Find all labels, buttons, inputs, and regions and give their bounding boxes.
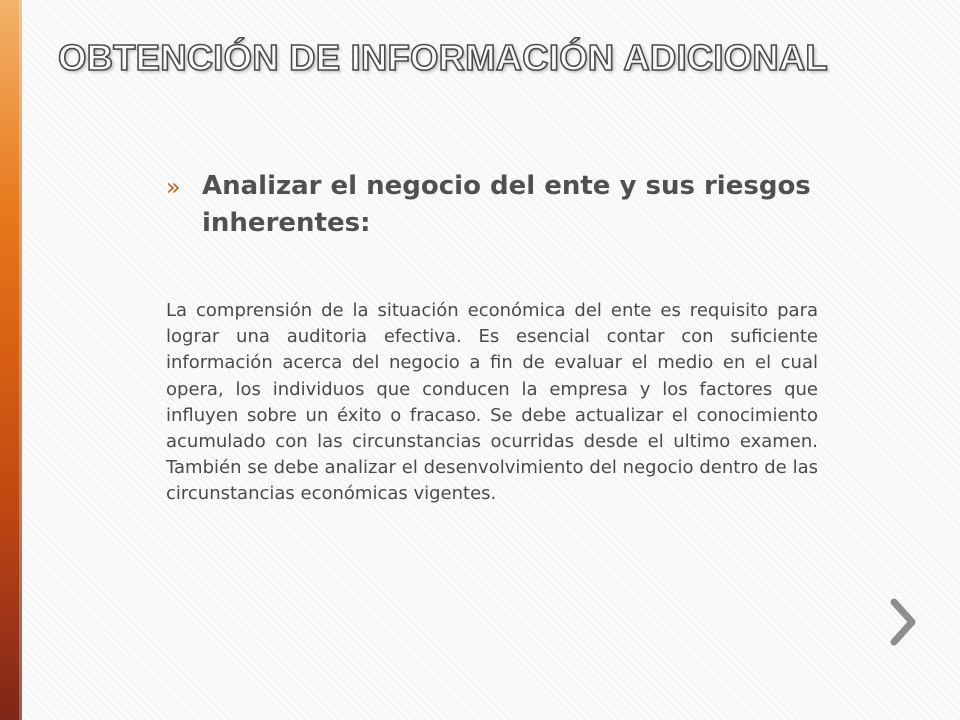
bullet-item xyxy=(166,168,826,242)
chevron-right-icon xyxy=(886,596,920,648)
next-slide-button[interactable] xyxy=(886,596,920,648)
bullet-marker-icon: » xyxy=(166,173,181,201)
slide-title: OBTENCIÓN DE INFORMACIÓN ADICIONAL xyxy=(58,37,828,78)
bullet-heading: Analizar el negocio del ente y sus riesgos inherentes: xyxy=(202,171,811,238)
body-paragraph: La comprensión de la situación económica del ente es requisito para lograr una auditoria efectiva. Es esencial contar con suficiente información acerca del negocio a fin de evaluar el medio en el cual opera, los individuos que conducen la empresa y los factores que influyen sobre un éxito o fracaso. Se debe actualizar el conocimiento acumulado con las circunstancias ocurridas desde el ultimo examen. También se debe analizar el desenvolvimiento del negocio dentro de las circunstancias económicas vigentes. xyxy=(166,300,818,505)
accent-side-bar xyxy=(0,0,22,720)
